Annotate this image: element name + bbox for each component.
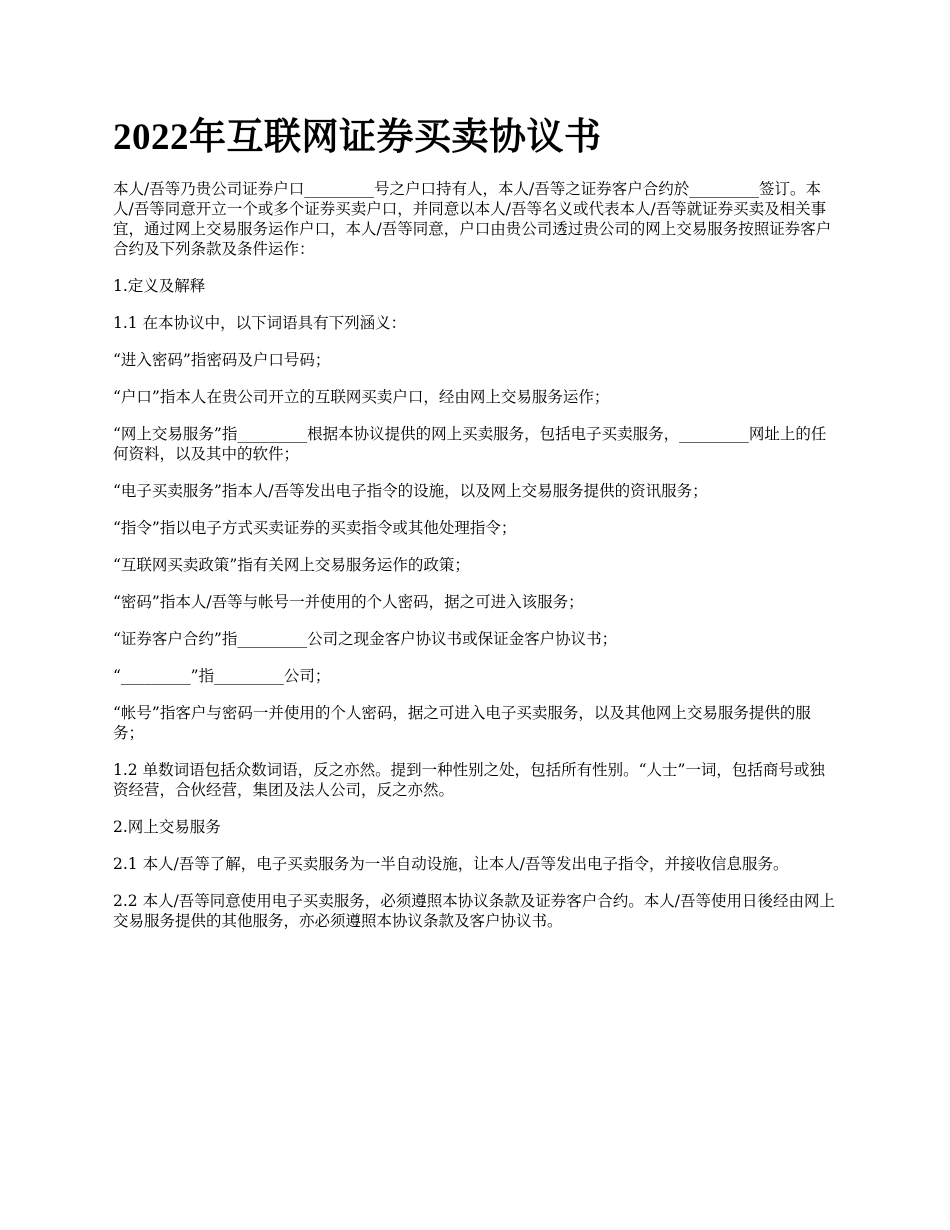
definition-instruction: “指令”指以电子方式买卖证券的买卖指令或其他处理指令；	[113, 519, 517, 537]
definition-online-trading-service: “网上交易服务”指_________根据本协议提供的网上买卖服务，包括电子买卖服务，_________网址上的任何资料，以及其中的软件；	[113, 425, 827, 463]
definition-internet-trading-policy: “互联网买卖政策”指有关网上交易服务运作的政策；	[113, 556, 470, 574]
definition-account-number: “帐号”指客户与密码一并使用的个人密码，据之可进入电子买卖服务，以及其他网上交易服务提供的服务；	[113, 704, 811, 742]
document-title: 2022年互联网证券买卖协议书	[113, 117, 602, 158]
definition-password: “密码”指本人/吾等与帐号一并使用的个人密码，据之可进入该服务；	[113, 593, 584, 611]
definition-account: “户口”指本人在贵公司开立的互联网买卖户口，经由网上交易服务运作；	[113, 388, 610, 406]
intro-paragraph: 本人/吾等乃贵公司证券户口_________号之户口持有人，本人/吾等之证券客户合约於_________签订。本人/吾等同意开立一个或多个证券买卖户口，并同意以本人/吾等名义或代表本人/吾等就证券买卖及相关事宜，通过网上交易服务运作户口，本人/吾等同意，户口由贵公司透过贵公司的网上交易服务按照证券客户合约及下列条款及条件运作：	[113, 180, 832, 258]
clause-2-1: 2.1 本人/吾等了解，电子买卖服务为一半自动设施，让本人/吾等发出电子指令，并接收信息服务。	[113, 855, 789, 873]
clause-1-1: 1.1 在本协议中，以下词语具有下列涵义：	[113, 314, 407, 332]
section-heading-online-trading: 2.网上交易服务	[113, 818, 221, 836]
definition-access-password: “进入密码”指密码及户口号码；	[113, 351, 331, 369]
clause-2-2: 2.2 本人/吾等同意使用电子买卖服务，必须遵照本协议条款及证券客户合约。本人/吾等使用日後经由网上交易服务提供的其他服务，亦必须遵照本协议条款及客户协议书。	[113, 892, 836, 930]
definition-securities-client-contract: “证券客户合约”指_________公司之现金客户协议书或保证金客户协议书；	[113, 630, 618, 648]
section-heading-definitions: 1.定义及解释	[113, 277, 206, 295]
clause-1-2: 1.2 单数词语包括众数词语，反之亦然。提到一种性别之处，包括所有性别。“人士”一词，包括商号或独资经营，合伙经营，集团及法人公司，反之亦然。	[113, 761, 825, 799]
definition-electronic-trading-service: “电子买卖服务”指本人/吾等发出电子指令的设施，以及网上交易服务提供的资讯服务；	[113, 482, 708, 500]
definition-company-placeholder: “_________”指_________公司；	[113, 667, 331, 685]
